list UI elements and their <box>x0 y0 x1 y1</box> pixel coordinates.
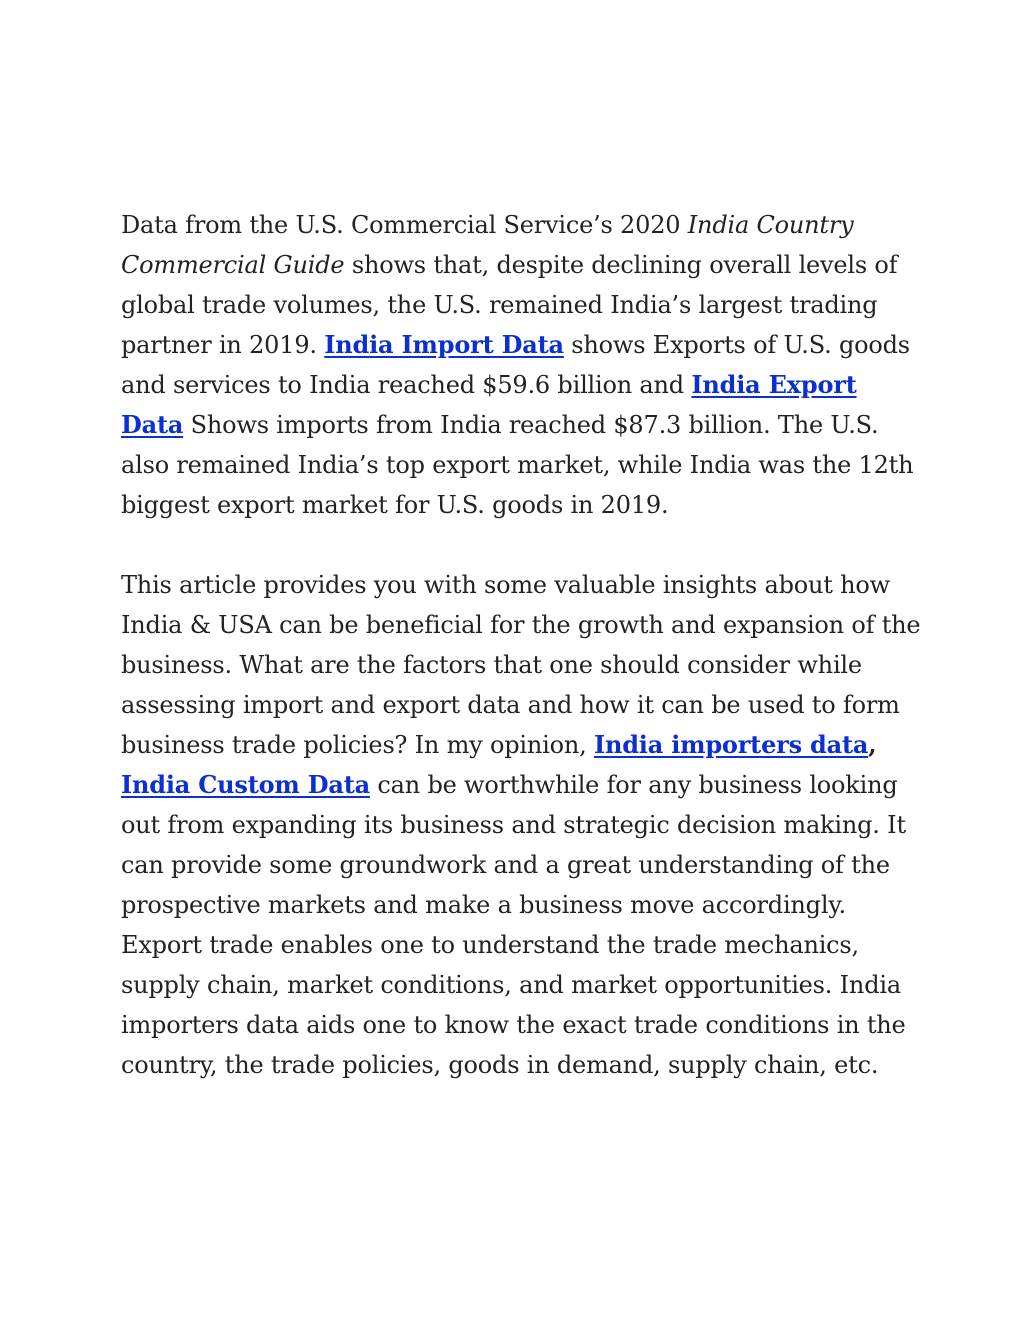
paragraph-text: This article provides you with some valuable insights about how India & USA can be beneficial for the growth and expansion of the business. What are the factors that one should consider while assessing import and export data and how it can be used to form business trade policies? In my opinion, <box>121 571 921 759</box>
india-importers-data-link[interactable]: India importers data <box>593 730 869 759</box>
india-custom-data-link[interactable]: India Custom Data <box>121 770 370 799</box>
paragraph-text: shows that, despite declining overall levels of global trade volumes, the U.S. remained India’s largest trading partner in 2019. <box>121 251 898 359</box>
paragraph-text: can be worthwhile for any business looking out from expanding its business and strategic decision making. It can provide some groundwork and a great understanding of the prospective markets and make a business move accordingly. Export trade enables one to understand the trade mechanics, supply chain, market conditions, and market opportunities. India importers data aids one to know the exact trade conditions in the country, the trade policies, goods in demand, supply chain, etc. <box>121 771 906 1079</box>
india-import-data-link[interactable]: India Import Data <box>324 330 564 359</box>
paragraph-article-insights <box>121 565 921 1085</box>
paragraph-trade-overview <box>121 205 921 525</box>
india-export-data-link[interactable]: India Export Data <box>121 370 857 439</box>
guide-title: India Country Commercial Guide <box>121 211 854 279</box>
paragraph-text: Data from the U.S. Commercial Service’s 2020 <box>121 211 688 239</box>
document-page <box>121 205 921 1085</box>
paragraph-text: shows Exports of U.S. goods and services to India reached $59.6 billion and <box>121 331 910 399</box>
link-separator: , <box>868 730 877 759</box>
paragraph-text: Shows imports from India reached $87.3 billion. The U.S. also remained India’s top export market, while India was the 12th biggest export market for U.S. goods in 2019. <box>121 411 914 519</box>
